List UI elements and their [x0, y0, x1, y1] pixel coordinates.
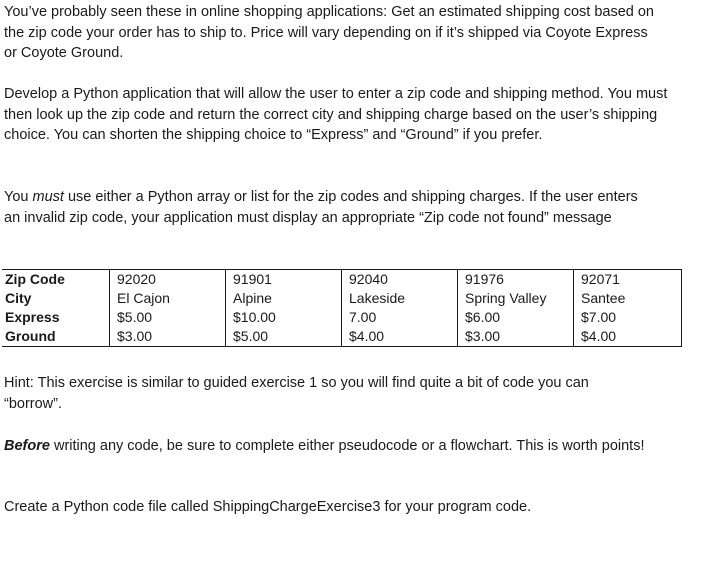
table-cell: 91901 — [226, 270, 342, 290]
table-cell: $3.00 — [458, 327, 574, 347]
requirement-paragraph — [4, 187, 644, 228]
requirement-emphasis: must — [32, 189, 64, 205]
hint-paragraph: Hint: This exercise is similar to guided exercise 1 so you will find quite a bit of code you can “borrow”. — [4, 375, 589, 412]
table-cell: $4.00 — [342, 327, 458, 347]
table-row-express — [2, 308, 682, 327]
table-cell: $6.00 — [458, 308, 574, 327]
table-cell: Lakeside — [342, 289, 458, 308]
intro-paragraph: You’ve probably seen these in online shopping applications: Get an estimated shipping cost based on the zip code your order has to ship to. Price will vary depending on if it’s shipped via Coyote Express or Coyote Ground. — [4, 4, 654, 62]
table-row-ground — [2, 327, 682, 347]
row-header-ground: Ground — [2, 327, 110, 347]
develop-paragraph: Develop a Python application that will allow the user to enter a zip code and shipping method. You must then look up the zip code and return the correct city and shipping charge based on the user’s shipping choice. You can shorten the shipping choice to “Express” and “Ground” if you prefer. — [4, 86, 668, 144]
table-cell: 92071 — [574, 270, 682, 290]
table-cell: $10.00 — [226, 308, 342, 327]
row-header-city: City — [2, 289, 110, 308]
row-header-express: Express — [2, 308, 110, 327]
table-cell: Santee — [574, 289, 682, 308]
table-cell: $4.00 — [574, 327, 682, 347]
table-cell: $5.00 — [110, 308, 226, 327]
table-cell: Alpine — [226, 289, 342, 308]
table-cell: 92020 — [110, 270, 226, 290]
table-cell: $5.00 — [226, 327, 342, 347]
before-emphasis: Before — [4, 438, 50, 454]
create-paragraph: Create a Python code file called ShippingChargeExercise3 for your program code. — [4, 499, 532, 515]
table-cell: $7.00 — [574, 308, 682, 327]
requirement-rest: use either a Python array or list for the zip codes and shipping charges. If the user enters an invalid zip code, your application must display an appropriate “Zip code not found” message — [4, 189, 638, 226]
table-cell: 91976 — [458, 270, 574, 290]
table-cell: Spring Valley — [458, 289, 574, 308]
table-cell: El Cajon — [110, 289, 226, 308]
shipping-table — [2, 269, 682, 347]
before-paragraph — [4, 436, 669, 457]
table-row-city — [2, 289, 682, 308]
table-cell: 7.00 — [342, 308, 458, 327]
requirement-lead: You — [4, 189, 33, 205]
row-header-zip-code: Zip Code — [2, 270, 110, 290]
table-cell: $3.00 — [110, 327, 226, 347]
table-row-zip-code — [2, 270, 682, 290]
table-cell: 92040 — [342, 270, 458, 290]
before-rest: writing any code, be sure to complete either pseudocode or a flowchart. This is worth points! — [49, 438, 645, 454]
